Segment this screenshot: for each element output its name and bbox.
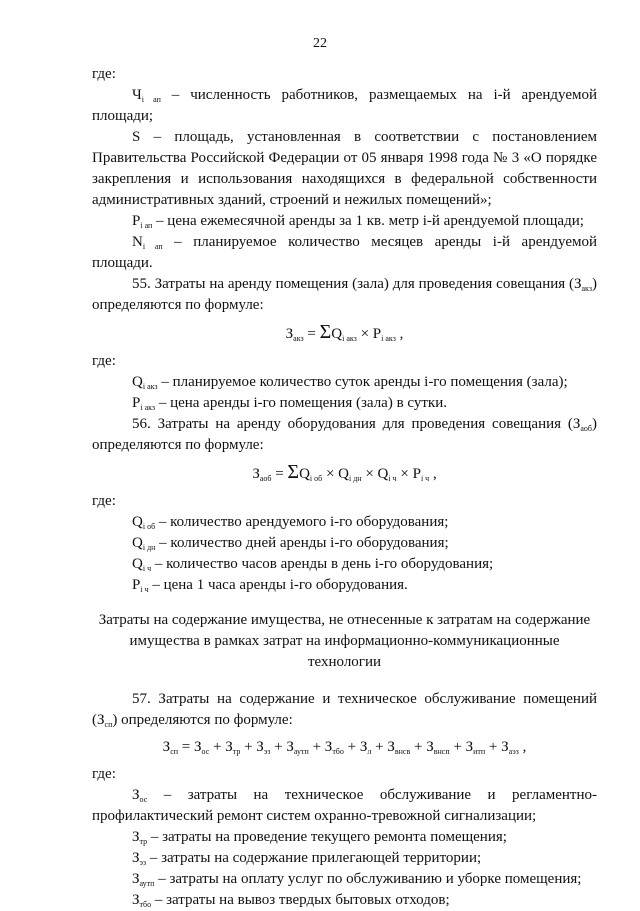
formula-57: $З_{сп} = З_{ос} + З_{тр} + З_{эз} + З_{аутп} + З_{тбо} + З_л + З_{внсв} + З_{внсп} + З_{итп} + З_{аэз}$ , <box>162 739 527 756</box>
page-number: 22 <box>313 36 327 51</box>
definition-item: $З_{ос}$ – затраты на техническое обслуживание и регламентно-профилактический ремонт систем охранно-тревожной сигнализации; <box>92 787 597 824</box>
definition-item: $P_{i ап}$ – цена ежемесячной аренды за 1 кв. метр i-й арендуемой площади; <box>132 213 584 230</box>
definition-item: $З_{тр}$ – затраты на проведение текущего ремонта помещения; <box>132 829 507 846</box>
where-label-57: где: <box>92 766 116 782</box>
definition-item: $Q_{i акз}$ – планируемое количество суток аренды i-го помещения (зала); <box>132 374 568 391</box>
definition-item: $P_{i ч}$ – цена 1 часа аренды i-го оборудования. <box>132 577 408 594</box>
definition-item: $З_{аутп}$ – затраты на оплату услуг по обслуживанию и уборке помещения; <box>132 871 582 888</box>
definition-item: $Q_{i дн}$ – количество дней аренды i-го оборудования; <box>132 535 449 552</box>
where-label-55: где: <box>92 353 116 369</box>
paragraph-57: 57. Затраты на содержание и техническое обслуживание помещений $(З_{сп})$ определяются по формуле: <box>92 691 597 729</box>
section-title: Затраты на содержание имущества, не отнесенные к затратам на содержание имущества в рамках затрат на информационно-коммуникационные технологии <box>98 612 591 670</box>
definition-item: $P_{i акз}$ – цена аренды i-го помещения (зала) в сутки. <box>132 395 447 412</box>
definition-item: $Q_{i ч}$ – количество часов аренды в день i-го оборудования; <box>132 556 494 573</box>
where-label-1: где: <box>92 66 116 82</box>
definition-item: $З_{тбо}$ – затраты на вывоз твердых бытовых отходов; <box>132 892 450 909</box>
definition-item: S – площадь, установленная в соответствии с постановлением Правительства Российской Федерации от 05 января 1998 года № 3 «О порядке закрепления и использования находящихся в федеральной собственности административных зданий, строений и нежилых помещений»; <box>92 129 597 208</box>
formula-55: $З_{акз} = \Sigma Q_{i акз} \times P_{i акз}$ , <box>285 321 404 343</box>
paragraph-55: 55. Затраты на аренду помещения (зала) для проведения совещания $(З_{акз})$ определяются по формуле: <box>92 276 597 313</box>
formula-56: $З_{аоб} = \Sigma Q_{i об} \times Q_{i дн} \times Q_{i ч} \times P_{i ч}$ , <box>252 461 437 483</box>
document-body <box>92 64 597 911</box>
definition-item: $Ч_{i ап}$ – численность работников, размещаемых на i-й арендуемой площади; <box>92 87 598 124</box>
definition-item: $Q_{i об}$ – количество арендуемого i-го оборудования; <box>132 514 449 531</box>
definition-item: $З_{эз}$ – затраты на содержание прилегающей территории; <box>132 850 482 867</box>
definition-item: $N_{i ап}$ – планируемое количество месяцев аренды i-й арендуемой площади. <box>92 234 597 271</box>
where-label-56: где: <box>92 493 116 509</box>
paragraph-56: 56. Затраты на аренду оборудования для проведения совещания $(З_{аоб})$ определяются по формуле: <box>92 416 597 453</box>
